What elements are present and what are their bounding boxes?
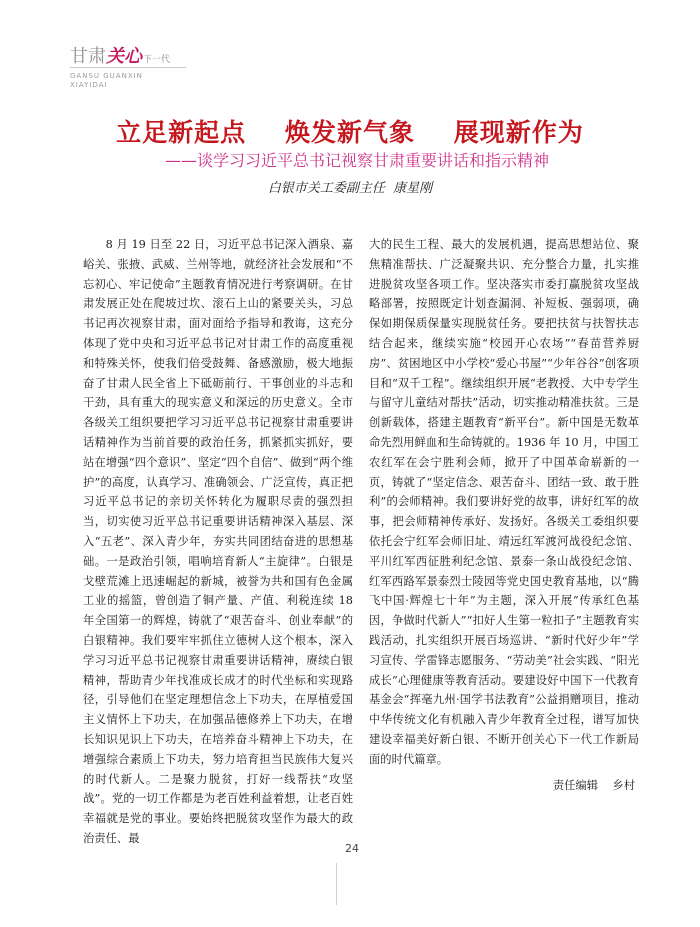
- logo-sub-line-2: XIAYIDAI: [70, 81, 108, 89]
- article-author: 白银市关工委副主任 康星刚: [267, 181, 433, 196]
- body-paragraph-continued: 大的民生工程、最大的发展机遇，提高思想站位、聚焦精准帮扶、广泛凝聚共识、充分整合力量，扎实推进脱贫攻坚各项工作。坚决落实市委打赢脱贫攻坚战略部署，按照既定计划查漏洞、补短板、强弱项，确保如期保质保量实现脱贫任务。要把扶贫与扶智扶志结合起来，继续实施“校园开心农场”“春苗营养厨房”、贫困地区中小学校“爱心书屋”“少年谷谷”创客项目和“双千工程”。继续组织开展“老教授、大中专学生与留守儿童结对帮扶”活动，切实推动精准扶贫。三是创新载体，搭建主题教育“新平台”。新中国是无数革命先烈用鲜血和生命铸就的。1936 年 10 月，中国工农红军在会宁胜利会师，掀开了中国革命崭新的一页，铸就了“坚定信念、艰苦奋斗、团结一致、敢于胜利”的会师精神。我们要讲好党的故事，讲好红军的故事，把会师精神传承好、发扬好。各级关工委组织要依托会宁红军会师旧址、靖远红军渡河战役纪念馆、平川红军西征胜利纪念馆、景泰一条山战役纪念馆、红军西路军景泰烈士陵园等党史国史教育基地，以“腾飞中国·辉煌七十年”为主题，深入开展“传承红色基因，争做时代新人”“扣好人生第一粒扣子”主题教育实践活动，扎实组织开展百场巡讲、“新时代好少年”学习宣传、学雷锋志愿服务、“劳动美”社会实践、“阳光成长”心理健康等教育活动。要建设好中国下一代教育基金会“挥毫九州·国学书法教育”公益捐赠项目，推动中华传统文化有机融入青少年教育全过程，谱写加快建设幸福美好新白银、不断开创关心下一代工作新局面的时代篇章。: [369, 238, 639, 766]
- footer-divider: [336, 863, 337, 905]
- editor-label: 责任编辑: [552, 778, 599, 792]
- body-paragraph: 8 月 19 日至 22 日，习近平总书记深入酒泉、嘉峪关、张掖、武威、兰州等地，就经济社会发展和“不忘初心、牢记使命”主题教育情况进行考察调研。在甘肃发展正处在爬坡过坎、滚石上山的紧要关头，习总书记再次视察甘肃，面对面给予指导和教诲，这充分体现了党中央和习近平总书记对甘肃工作的高度重视和特殊关怀，使我们倍受鼓舞、备感激励，极大地振奋了甘肃人民全省上下砥砺前行、干事创业的斗志和干劲，具有重大的现实意义和深远的历史意义。全市各级关工组织要把学习习近平总书记视察甘肃重要讲话精神作为当前首要的政治任务，抓紧抓实抓好，要站在增强“四个意识”、坚定“四个自信”、做到“两个维护”的高度，认真学习、准确领会、广泛宣传，真正把习近平总书记的亲切关怀转化为履职尽责的强烈担当，切实使习近平总书记重要讲话精神深入基层、深入“五老”、深入青少年，夯实共同团结奋进的思想基础。一是政治引领，唱响培育新人“主旋律”。白银是戈壁荒滩上迅速崛起的新城，被誉为共和国有色金属工业的摇篮，曾创造了铜产量、产值、利税连续 18 年全国第一的辉煌，铸就了“艰苦奋斗、创业奉献”的白银精神。我们要牢牢抓住立德树人这个根本，深入学习习近平总书记视察甘肃重要讲话精神，赓续白银精神，帮助青少年找准成长成才的时代坐标和实现路径，引导他们在坚定理想信念上下功夫，在厚植爱国主义情怀上下功夫，在加强品德修养上下功夫，在增长知识见识上下功夫，在培养奋斗精神上下功夫，在增强综合素质上下功夫，努力培育担当民族伟大复兴的时代新人。二是聚力脱贫，打好一线帮扶“攻坚战”。党的一切工作都是为老百姓利益着想，让老百姓幸福就是党的事业。要始终把脱贫攻坚作为最大的政治责任、最: [83, 238, 353, 845]
- right-column: [369, 235, 639, 796]
- page-number: 24: [345, 842, 359, 855]
- editor-name: 乡村: [612, 778, 635, 792]
- logo-accent-text: 关心: [106, 46, 142, 67]
- logo-rule: [70, 67, 186, 68]
- logo-wordmark: [70, 48, 190, 69]
- left-column: [83, 235, 353, 849]
- editor-credit: [369, 776, 639, 796]
- article-title: 立足新起点 焕发新气象 展现新作为: [116, 118, 584, 147]
- logo-sub-line-1: GANSU GUANXIN: [70, 72, 143, 80]
- article-subtitle: ——谈学习习近平总书记视察甘肃重要讲话和指示精神: [165, 151, 550, 170]
- logo-main-text: 甘肃: [70, 46, 106, 67]
- logo-small-text: 下一代: [143, 55, 171, 65]
- magazine-logo: [70, 48, 190, 98]
